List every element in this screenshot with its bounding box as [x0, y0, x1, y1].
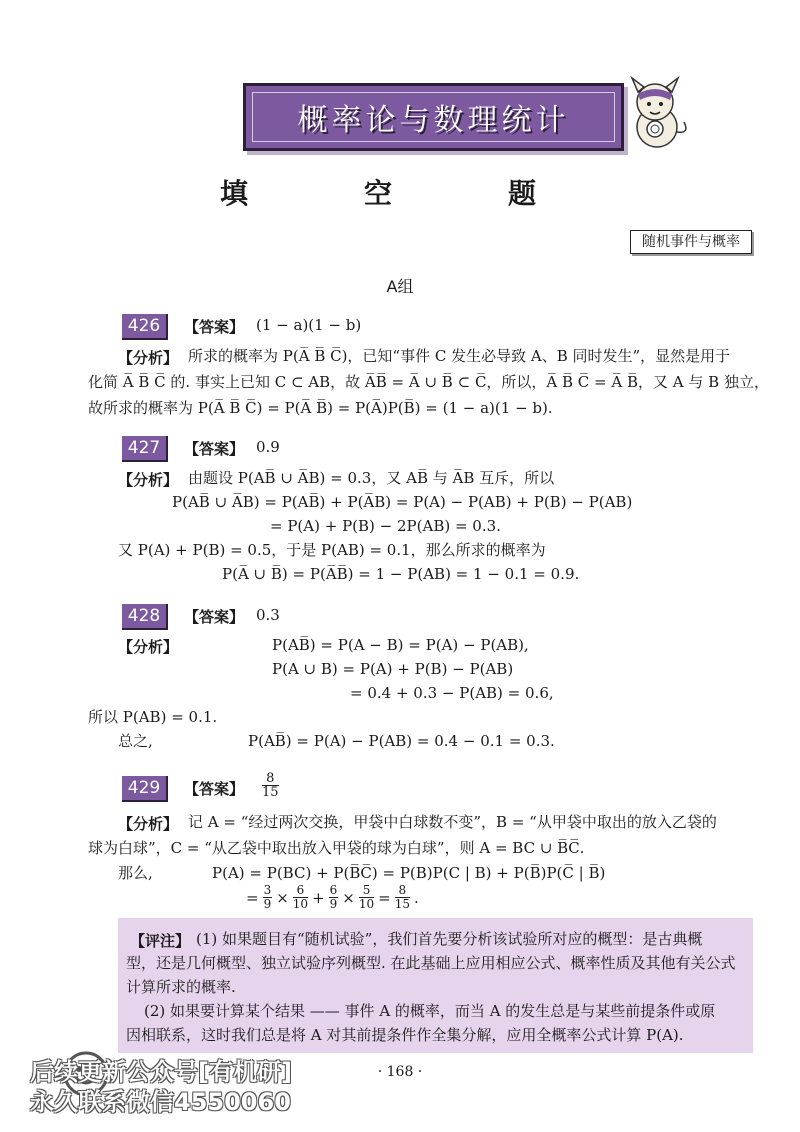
analysis-label: 【分析】	[118, 471, 179, 489]
problem-number: 429	[122, 776, 168, 802]
analysis-line: P(AB̅) = P(A) − P(AB) = 0.4 − 0.1 = 0.3.	[248, 732, 555, 750]
watermark-line: 永久联系微信4550060	[30, 1088, 291, 1116]
page-number: · 168 ·	[377, 1064, 423, 1080]
analysis-line: 故所求的概率为 P(A̅ B̅ C̅) = P(A̅ B̅) = P(A̅)P(B̅) = (1 − a)(1 − b).	[88, 399, 553, 417]
mascot-icon	[622, 72, 692, 152]
commentary-line: 因相联系，这时我们总是将 A 对其前提条件作全集分解，应用全概率公式计算 P(A).	[126, 1026, 684, 1044]
section-heading: 填 空 题	[219, 177, 580, 210]
problem-number: 427	[122, 436, 168, 462]
commentary-line: (2) 如果要计算某个结果 —— 事件 A 的概率，而当 A 的发生总是与某些前提条件或原	[144, 1002, 716, 1020]
answer-label: 【答案】	[184, 440, 245, 458]
problem-number: 428	[122, 604, 168, 630]
analysis-line: 又 P(A) + P(B) = 0.5，于是 P(AB) = 0.1，那么所求的概率为	[118, 541, 546, 559]
analysis-line: = P(A) + P(B) − 2P(AB) = 0.3.	[270, 517, 501, 535]
answer-label: 【答案】	[184, 608, 245, 626]
analysis-line: 由题设 P(AB̅ ∪ A̅B) = 0.3，又 AB̅ 与 A̅B 互斥，所以	[188, 469, 555, 487]
analysis-line: 球为白球”，C = “从乙袋中取出放入甲袋的球为白球”，则 A = BC ∪ B̅C̅.	[88, 839, 585, 857]
chapter-title: 概率论与数理统计	[297, 103, 570, 138]
analysis-label: 【分析】	[118, 638, 179, 656]
answer-value: (1 − a)(1 − b)	[256, 316, 362, 334]
analysis-line: = 0.4 + 0.3 − P(AB) = 0.6,	[350, 684, 554, 702]
analysis-label: 【分析】	[118, 349, 179, 367]
analysis-line: P(AB̅ ∪ A̅B) = P(AB̅) + P(A̅B) = P(A) − P(AB) + P(B) − P(AB)	[172, 493, 633, 511]
analysis-line: 所求的概率为 P(A̅ B̅ C̅)，已知“事件 C 发生必导致 A、B 同时发生”，显然是用于	[188, 347, 731, 365]
analysis-line: 那么,	[118, 864, 153, 882]
commentary-line: 计算所求的概率.	[126, 978, 236, 996]
watermark-line: 后续更新公众号[有机研]	[30, 1058, 292, 1086]
topic-tag: 随机事件与概率	[630, 230, 752, 254]
commentary-line: 型，还是几何概型、独立试验序列概型. 在此基础上应用相应公式、概率性质及其他有关公式	[126, 954, 736, 972]
commentary-label: 【评注】	[130, 932, 191, 950]
chapter-banner	[243, 83, 624, 151]
analysis-line: 所以 P(AB) = 0.1.	[88, 708, 218, 726]
analysis-label: 【分析】	[118, 815, 179, 833]
analysis-line: P(A ∪ B) = P(A) + P(B) − P(AB)	[272, 660, 514, 678]
answer-value: 0.9	[256, 438, 280, 456]
group-heading: A组	[386, 277, 414, 296]
answer-value: 0.3	[256, 606, 280, 624]
commentary-line: (1) 如果题目有“随机试验”，我们首先要分析该试验所对应的概型：是古典概	[196, 930, 703, 948]
analysis-line: P(A) = P(BC) + P(B̅C̅) = P(B)P(C | B) + P(B̅)P(C̅ | B̅)	[212, 864, 606, 882]
analysis-line: P(A̅ ∪ B̅) = P(A̅B̅) = 1 − P(AB) = 1 − 0.1 = 0.9.	[222, 565, 580, 583]
analysis-line: 记 A = “经过两次交换，甲袋中白球数不变”，B = “从甲袋中取出的放入乙袋的	[188, 813, 717, 831]
analysis-line: 总之,	[118, 732, 153, 750]
answer-fraction: $\frac{8}{15}$	[262, 771, 279, 800]
fraction-line: = $\frac{3}{9}$ × $\frac{6}{10}$ + $\frac{6}{9}$ × $\frac{5}{10}$ = $\frac{8}{15}$ .	[246, 883, 419, 911]
analysis-line: 化简 A̅ B̅ C̅ 的. 事实上已知 C ⊂ AB，故 A̅B̅ = A̅ ∪ B̅ ⊂ C̅，所以，A̅ B̅ C̅ = A̅ B̅，又 A 与 B 独立，	[88, 373, 769, 391]
problem-number: 426	[122, 314, 168, 340]
answer-label: 【答案】	[184, 780, 245, 798]
analysis-line: P(AB̅) = P(A − B) = P(A) − P(AB),	[272, 636, 529, 654]
answer-label: 【答案】	[184, 318, 245, 336]
